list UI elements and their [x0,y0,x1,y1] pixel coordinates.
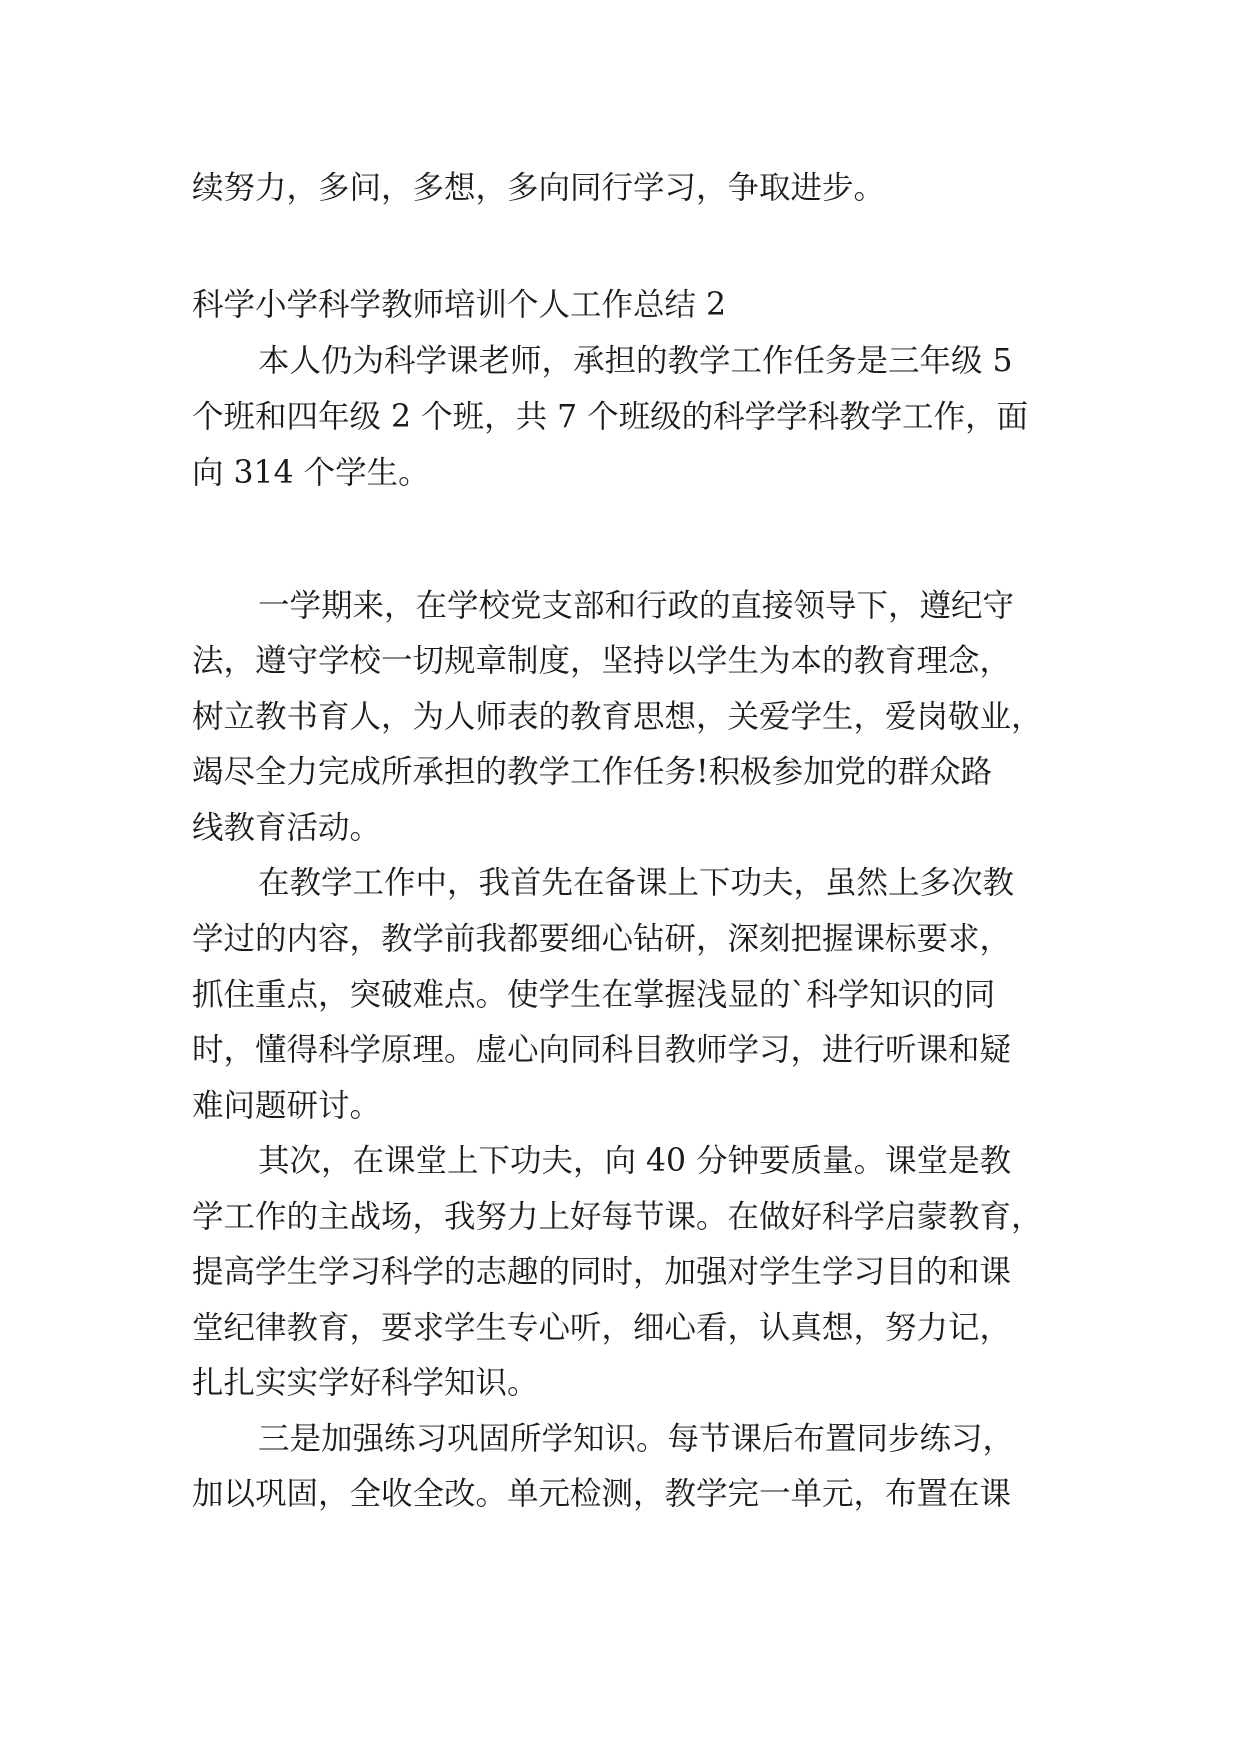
paragraph-line: 在教学工作中，我首先在备课上下功夫，虽然上多次教 [258,865,1015,901]
paragraph-line: 一学期来，在学校党支部和行政的直接领导下，遵纪守 [258,588,1015,624]
paragraph-line: 线教育活动。 [192,810,382,846]
paragraph-line: 本人仍为科学课老师，承担的教学工作任务是三年级 5 [258,343,1013,379]
paragraph-line: 扎扎实实学好科学知识。 [192,1365,539,1401]
paragraph-line: 其次，在课堂上下功夫，向 40 分钟要质量。课堂是教 [258,1143,1012,1179]
paragraph-line: 时，懂得科学原理。虚心向同科目教师学习，进行听课和疑 [192,1032,1012,1068]
paragraph-line: 竭尽全力完成所承担的教学工作任务!积极参加党的群众路 [192,754,993,790]
paragraph-line: 三是加强练习巩固所学知识。每节课后布置同步练习， [258,1421,1015,1457]
paragraph-line: 加以巩固，全收全改。单元检测，教学完一单元，布置在课 [192,1476,1012,1512]
paragraph-line: 学工作的主战场，我努力上好每节课。在做好科学启蒙教育， [192,1199,1043,1235]
carryover-line: 续努力，多问，多想，多向同行学习，争取进步。 [192,170,886,206]
section-heading: 科学小学科学教师培训个人工作总结 2 [192,287,727,323]
paragraph-line: 个班和四年级 2 个班，共 7 个班级的科学学科教学工作，面 [192,399,1029,435]
paragraph-line: 学过的内容，教学前我都要细心钻研，深刻把握课标要求， [192,921,1012,957]
paragraph-line: 向 314 个学生。 [192,455,430,491]
paragraph-line: 抓住重点，突破难点。使学生在掌握浅显的`科学知识的同 [192,977,996,1013]
paragraph-line: 难问题研讨。 [192,1088,382,1124]
paragraph-line: 法，遵守学校一切规章制度，坚持以学生为本的教育理念， [192,643,1012,679]
paragraph-line: 树立教书育人，为人师表的教育思想，关爱学生，爱岗敬业， [192,699,1043,735]
paragraph-line: 提高学生学习科学的志趣的同时，加强对学生学习目的和课 [192,1254,1012,1290]
paragraph-line: 堂纪律教育，要求学生专心听，细心看，认真想，努力记， [192,1310,1012,1346]
